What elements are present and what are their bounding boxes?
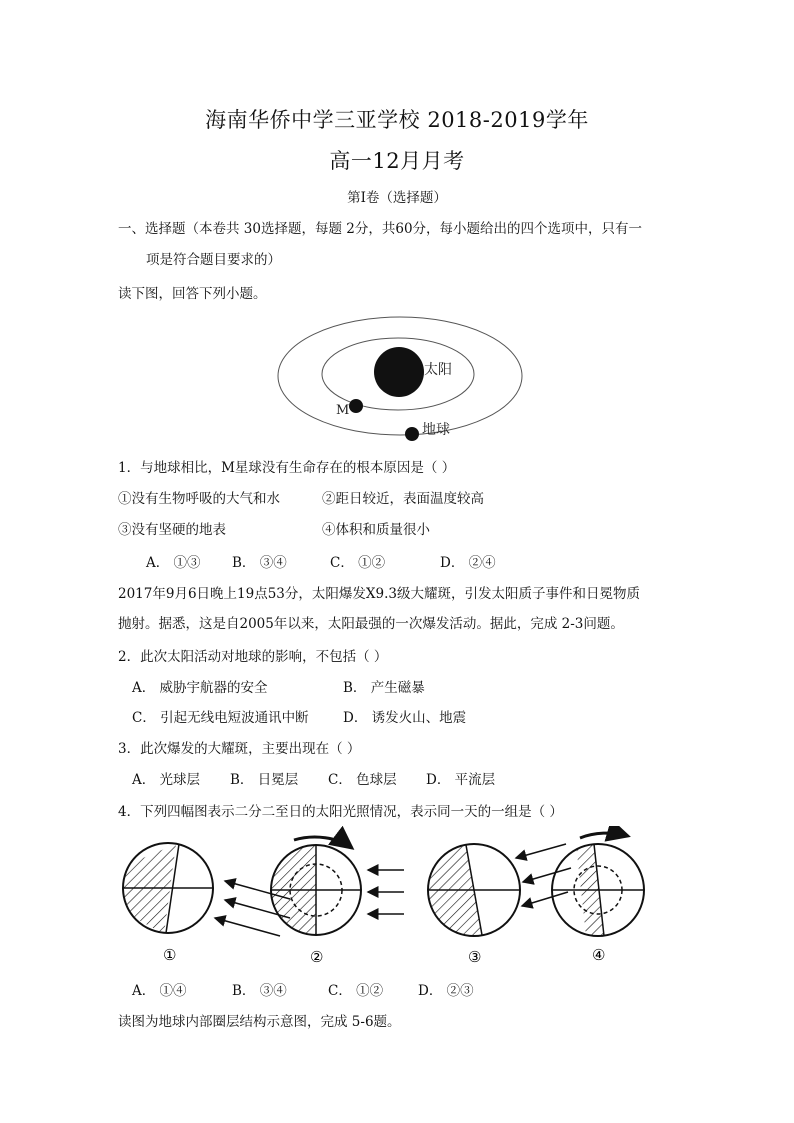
q1-statement-4: ④体积和质量很小 bbox=[322, 522, 430, 538]
q1-option-b: B． ③④ bbox=[232, 555, 287, 571]
q4-option-b: B． ③④ bbox=[232, 983, 287, 999]
q1-option-d: D． ②④ bbox=[440, 555, 496, 571]
q2-option-b: B． 产生磁暴 bbox=[343, 680, 425, 696]
figure-2 bbox=[271, 837, 404, 966]
school-title: 海南华侨中学三亚学校 2018-2019学年 bbox=[205, 108, 589, 132]
q3-option-a: A． 光球层 bbox=[132, 772, 201, 788]
intro-read-figure: 读下图，回答下列小题。 bbox=[118, 286, 267, 302]
q1-stem: 1．与地球相比，M星球没有生命存在的根本原因是（ ） bbox=[118, 460, 456, 476]
figure-2-label: ② bbox=[310, 948, 324, 966]
passage-line2: 抛射。据悉，这是自2005年以来，太阳最强的一次爆发活动。据此，完成 2-3问题。 bbox=[118, 616, 624, 632]
q4-option-c: C． ①② bbox=[328, 983, 384, 999]
earth-dot bbox=[405, 427, 419, 441]
q2-stem: 2．此次太阳活动对地球的影响，不包括（ ） bbox=[118, 649, 388, 665]
q4-option-d: D． ②③ bbox=[418, 983, 474, 999]
q3-option-c: C． 色球层 bbox=[328, 772, 397, 788]
figure-3 bbox=[428, 844, 571, 966]
illumination-figures bbox=[116, 826, 656, 971]
section-heading-line2: 项是符合题目要求的） bbox=[146, 252, 281, 268]
intro-q5-6: 读图为地球内部圈层结构示意图，完成 5-6题。 bbox=[118, 1014, 401, 1030]
section-heading-line1: 一、选择题（本卷共 30选择题，每题 2分，共60分，每小题给出的四个选项中，只有一 bbox=[118, 221, 643, 237]
figure-4 bbox=[552, 833, 644, 964]
orbit-diagram bbox=[270, 310, 530, 450]
q3-option-b: B． 日冕层 bbox=[230, 772, 299, 788]
figure-1-label: ① bbox=[163, 946, 177, 964]
exam-title: 高一12月月考 bbox=[329, 149, 465, 173]
figure-3-label: ③ bbox=[468, 948, 482, 966]
q1-option-a: A． ①③ bbox=[146, 555, 201, 571]
q1-statement-2: ②距日较近，表面温度较高 bbox=[322, 491, 484, 507]
q1-statement-1: ①没有生物呼吸的大气和水 bbox=[118, 491, 280, 507]
planet-m bbox=[349, 399, 363, 413]
q4-option-a: A． ①④ bbox=[132, 983, 187, 999]
figure-4-label: ④ bbox=[592, 946, 606, 964]
q2-option-a: A． 威胁宇航器的安全 bbox=[132, 680, 268, 696]
q2-option-c: C． 引起无线电短波通讯中断 bbox=[132, 710, 309, 726]
m-label: M bbox=[336, 403, 350, 418]
sun-label: 太阳 bbox=[424, 362, 452, 378]
q2-option-d: D． 诱发火山、地震 bbox=[343, 710, 467, 726]
volume-title: 第Ⅰ卷（选择题） bbox=[347, 190, 447, 206]
figure-1 bbox=[123, 843, 290, 964]
earth-label: 地球 bbox=[422, 422, 450, 438]
q4-stem: 4．下列四幅图表示二分二至日的太阳光照情况，表示同一天的一组是（ ） bbox=[118, 804, 563, 820]
passage-line1: 2017年9月6日晚上19点53分，太阳爆发X9.3级大耀斑，引发太阳质子事件和日冕物质 bbox=[118, 586, 640, 602]
q1-option-c: C． ①② bbox=[330, 555, 386, 571]
q3-stem: 3．此次爆发的大耀斑，主要出现在（ ） bbox=[118, 741, 361, 757]
sun-disc bbox=[374, 347, 424, 397]
q1-statement-3: ③没有坚硬的地表 bbox=[118, 522, 226, 538]
q3-option-d: D． 平流层 bbox=[426, 772, 496, 788]
